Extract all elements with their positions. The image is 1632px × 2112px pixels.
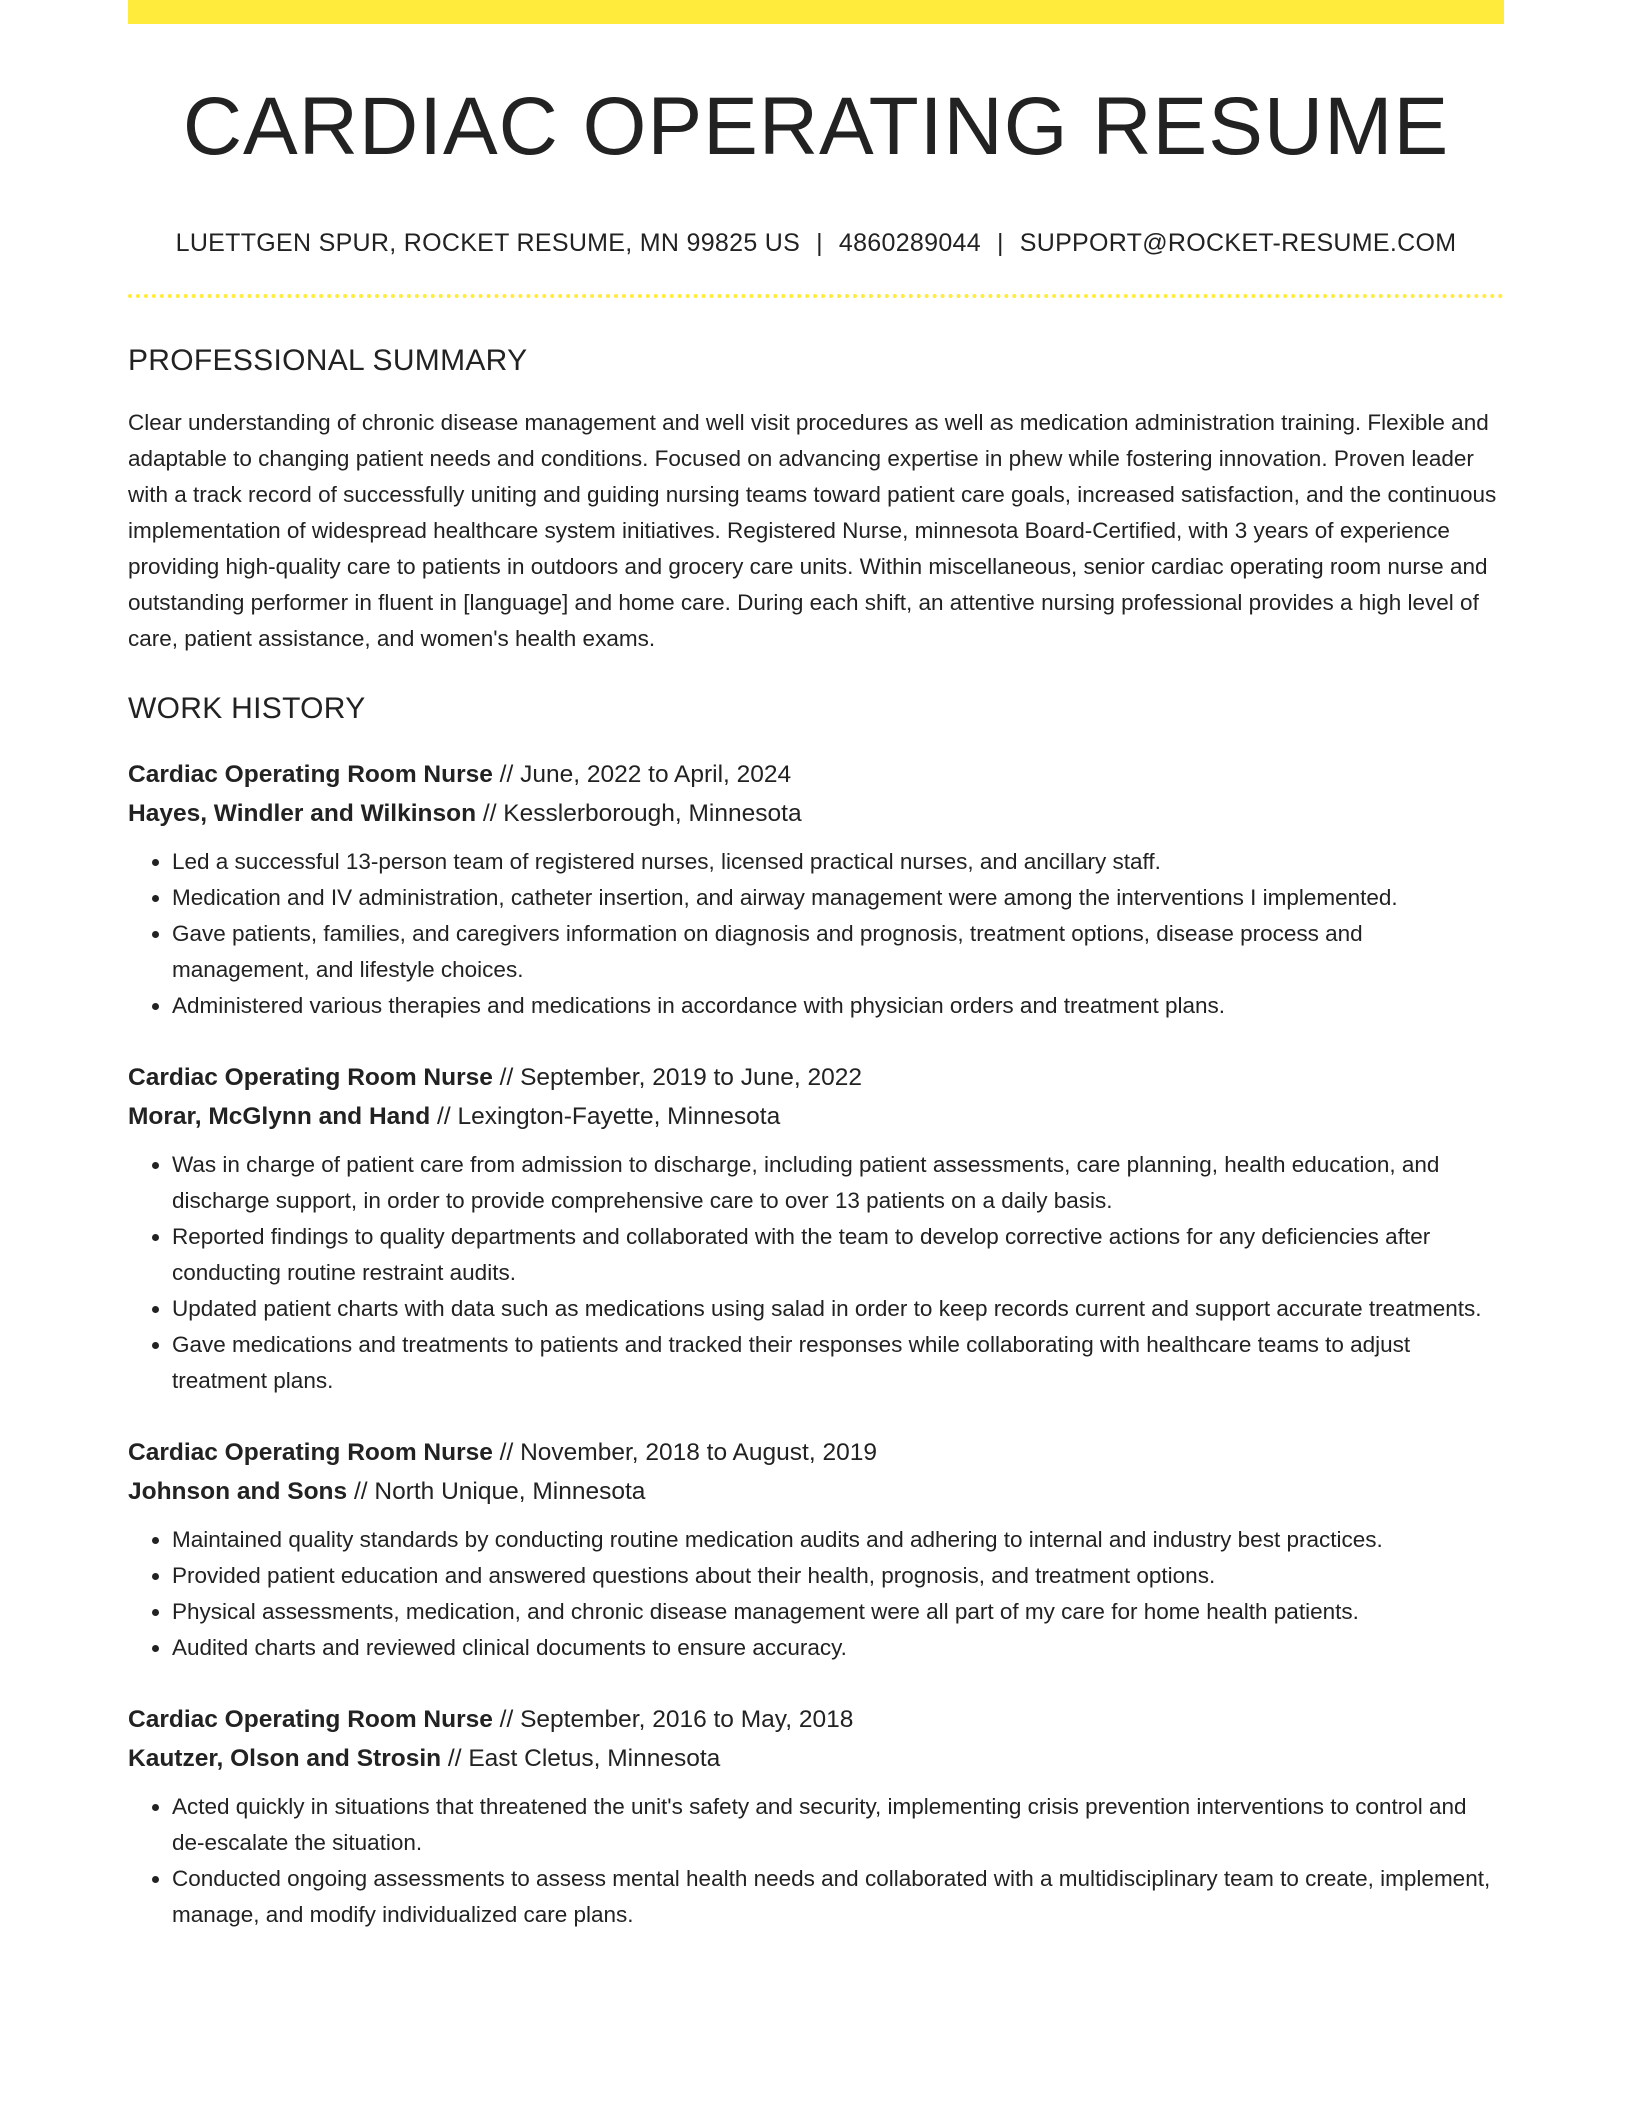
job-bullet: • Reported findings to quality departments and collaborated with the team to develop corrective actions for any deficiencies after conducting routine restraint audits. — [172, 1219, 1504, 1291]
job-location: // Lexington-Fayette, Minnesota — [430, 1103, 781, 1130]
contact-email: SUPPORT@ROCKET-RESUME.COM — [1019, 229, 1457, 257]
job-company: Johnson and Sons — [128, 1478, 348, 1505]
job-entry — [128, 1058, 1504, 1399]
job-location: // East Cletus, Minnesota — [441, 1745, 721, 1772]
job-company-line — [128, 1739, 1504, 1778]
job-bullet: • Administered various therapies and medications in accordance with physician orders and treatment plans. — [172, 988, 1504, 1024]
job-title: Cardiac Operating Room Nurse — [128, 761, 493, 788]
job-bullet: • Was in charge of patient care from admission to discharge, including patient assessments, care planning, health education, and discharge support, in order to provide comprehensive care to over 13 patients on a daily basis. — [172, 1147, 1504, 1219]
job-title-line — [128, 1700, 1504, 1739]
job-entry — [128, 1700, 1504, 1933]
job-entry — [128, 755, 1504, 1024]
job-title-line — [128, 1433, 1504, 1472]
job-title: Cardiac Operating Room Nurse — [128, 1064, 493, 1091]
job-entry — [128, 1433, 1504, 1666]
job-dates: // June, 2022 to April, 2024 — [492, 761, 792, 788]
job-bullets — [128, 1522, 1504, 1666]
job-bullet: • Audited charts and reviewed clinical documents to ensure accuracy. — [172, 1630, 1504, 1666]
contact-phone: 4860289044 — [838, 229, 981, 257]
resume-title: CARDIAC OPERATING RESUME — [182, 81, 1450, 172]
job-bullet: • Updated patient charts with data such as medications using salad in order to keep records current and support accurate treatments. — [172, 1291, 1504, 1327]
contact-address: LUETTGEN SPUR, ROCKET RESUME, MN 99825 US — [175, 229, 801, 257]
contact-separator: | — [996, 229, 1004, 257]
job-company-line — [128, 794, 1504, 833]
job-bullet: • Led a successful 13-person team of registered nurses, licensed practical nurses, and ancillary staff. — [172, 844, 1504, 880]
summary-text: Clear understanding of chronic disease management and well visit procedures as well as medication administration training. Flexible and adaptable to changing patient needs and conditions. Focused on advancing expertise in phew while fostering innovation. Proven leader with a track record of successfully uniting and guiding nursing teams toward patient care goals, increased satisfaction, and the continuous implementation of widespread healthcare system initiatives. Registered Nurse, minnesota Board-Certified, with 3 years of experience providing high-quality care to patients in outdoors and grocery care units. Within miscellaneous, senior cardiac operating room nurse and outstanding performer in fluent in [language] and home care. During each shift, an attentive nursing professional provides a high level of care, patient assistance, and women's health exams. — [128, 410, 1497, 651]
job-location: // North Unique, Minnesota — [347, 1478, 646, 1505]
job-company: Hayes, Windler and Wilkinson — [128, 800, 477, 827]
job-bullet: • Physical assessments, medication, and chronic disease management were all part of my care for home health patients. — [172, 1594, 1504, 1630]
job-bullets — [128, 1147, 1504, 1399]
work-history-heading: WORK HISTORY — [128, 692, 366, 725]
job-bullet: • Acted quickly in situations that threatened the unit's safety and security, implementing crisis prevention interventions to control and de-escalate the situation. — [172, 1789, 1504, 1861]
job-bullet: • Provided patient education and answered questions about their health, prognosis, and treatment options. — [172, 1558, 1504, 1594]
job-bullet: • Maintained quality standards by conducting routine medication audits and adhering to internal and industry best practices. — [172, 1522, 1504, 1558]
contact-separator: | — [816, 229, 823, 257]
job-title: Cardiac Operating Room Nurse — [128, 1706, 493, 1733]
accent-top-bar — [128, 0, 1504, 24]
job-dates: // November, 2018 to August, 2019 — [492, 1439, 877, 1466]
job-company: Morar, McGlynn and Hand — [128, 1103, 431, 1130]
contact-line — [128, 228, 1504, 258]
job-company: Kautzer, Olson and Strosin — [128, 1745, 442, 1772]
job-location: // Kesslerborough, Minnesota — [476, 800, 802, 827]
job-bullets — [128, 844, 1504, 1024]
job-company-line — [128, 1472, 1504, 1511]
job-bullets — [128, 1789, 1504, 1933]
job-company-line — [128, 1097, 1504, 1136]
summary-heading: PROFESSIONAL SUMMARY — [128, 344, 528, 377]
job-bullet: • Medication and IV administration, catheter insertion, and airway management were among the interventions I implemented. — [172, 880, 1504, 916]
job-bullet: • Conducted ongoing assessments to assess mental health needs and collaborated with a multidisciplinary team to create, implement, manage, and modify individualized care plans. — [172, 1861, 1504, 1933]
job-dates: // September, 2019 to June, 2022 — [492, 1064, 862, 1091]
job-title-line — [128, 1058, 1504, 1097]
job-title: Cardiac Operating Room Nurse — [128, 1439, 493, 1466]
job-title-line — [128, 755, 1504, 794]
job-dates: // September, 2016 to May, 2018 — [492, 1706, 854, 1733]
dotted-divider — [128, 294, 1504, 298]
job-bullet: • Gave patients, families, and caregivers information on diagnosis and prognosis, treatment options, disease process and management, and lifestyle choices. — [172, 916, 1504, 988]
job-bullet: • Gave medications and treatments to patients and tracked their responses while collaborating with healthcare teams to adjust treatment plans. — [172, 1327, 1504, 1399]
resume-page — [128, 0, 1504, 1933]
